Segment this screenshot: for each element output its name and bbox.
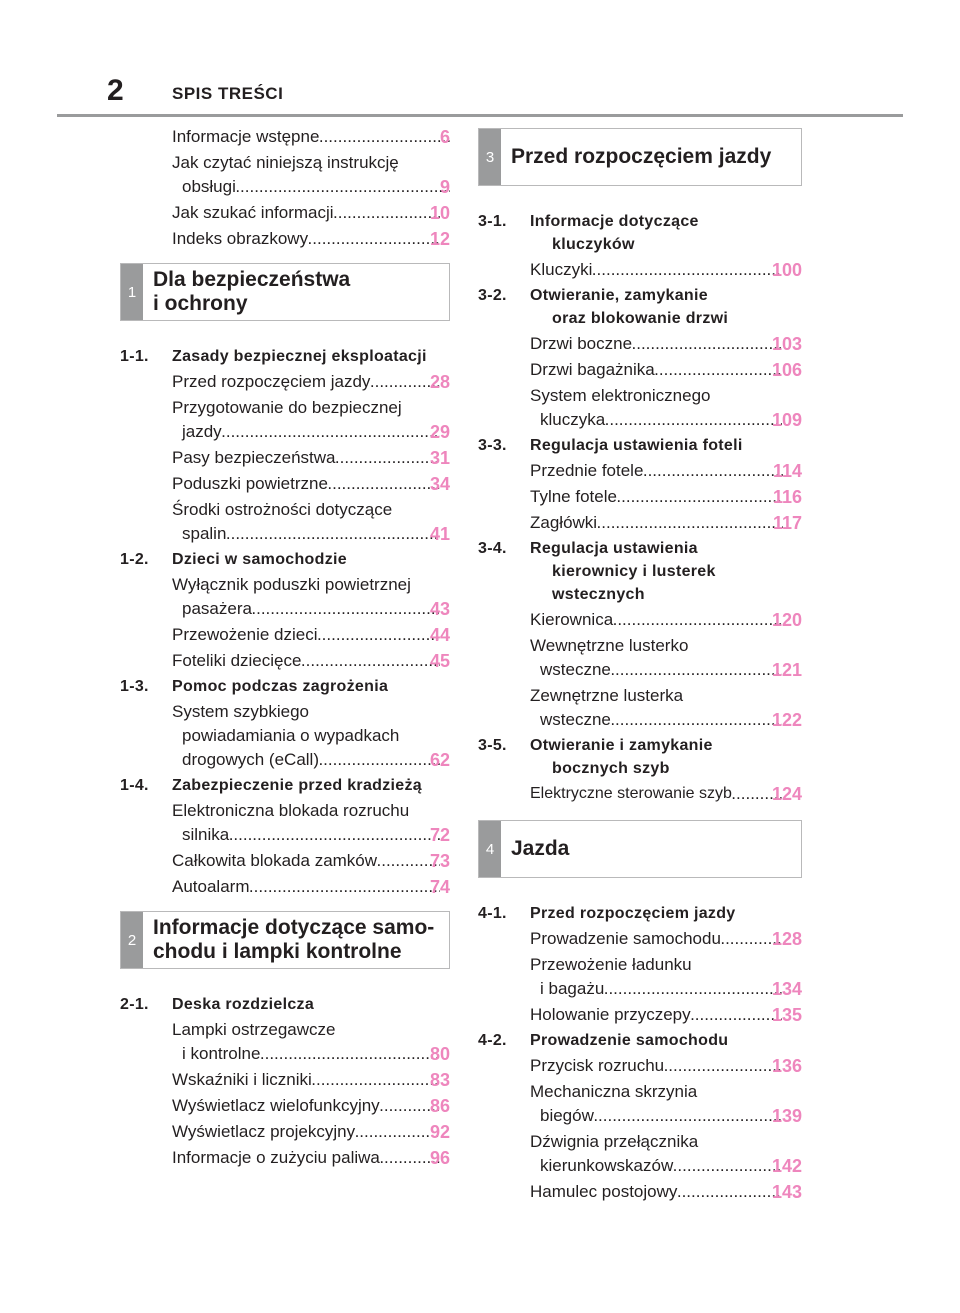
toc-entry-text: Środki ostrożności dotyczące bbox=[172, 500, 393, 519]
leader-dots bbox=[319, 125, 450, 149]
page-link[interactable]: 139 bbox=[771, 1106, 802, 1126]
toc-entry[interactable] bbox=[478, 485, 802, 509]
header-divider bbox=[57, 114, 903, 117]
toc-entry[interactable] bbox=[120, 151, 450, 199]
page-link[interactable]: 44 bbox=[429, 625, 450, 645]
toc-entry-text: Informacje wstępne bbox=[172, 127, 320, 146]
page-link[interactable]: 114 bbox=[772, 461, 802, 481]
page-link[interactable]: 122 bbox=[771, 710, 802, 730]
toc-entry-text: Przewożenie ładunku bbox=[530, 955, 692, 974]
leader-dots bbox=[252, 597, 440, 621]
page-link[interactable]: 83 bbox=[429, 1070, 450, 1090]
page-link[interactable]: 142 bbox=[771, 1156, 802, 1176]
toc-entry-text: Dźwignia przełącznika bbox=[530, 1132, 699, 1151]
page-link[interactable]: 143 bbox=[771, 1182, 802, 1202]
toc-entry-text: Wyświetlacz projekcyjny bbox=[172, 1122, 356, 1141]
toc-entry-text: biegów bbox=[540, 1106, 594, 1125]
leader-dots bbox=[655, 358, 782, 382]
toc-entry-text: Autoalarm bbox=[172, 877, 250, 896]
toc-entry-text: Przygotowanie do bezpiecznej bbox=[172, 398, 402, 417]
page-link[interactable]: 43 bbox=[429, 599, 450, 619]
section-heading[interactable]: 3-4. Regulacja ustawienia kierownicy i lusterek wstecznych bbox=[478, 540, 716, 603]
toc-entry-text: wsteczne bbox=[540, 660, 611, 679]
toc-column-left bbox=[120, 125, 450, 1172]
page-title: SPIS TREŚCI bbox=[172, 84, 284, 103]
section-heading[interactable]: 2-1. Deska rozdzielcza bbox=[120, 996, 315, 1013]
toc-entry-text: Jak szukać informacji bbox=[172, 203, 334, 222]
leader-dots bbox=[597, 511, 783, 535]
toc-entry-text: spalin bbox=[182, 524, 227, 543]
toc-entry[interactable] bbox=[478, 1054, 802, 1078]
toc-entry[interactable] bbox=[120, 649, 450, 673]
toc-entry-text: wsteczne bbox=[540, 710, 611, 729]
toc-entry[interactable] bbox=[478, 332, 802, 356]
toc-entry-text: Lampki ostrzegawcze bbox=[172, 1020, 336, 1039]
toc-entry-text: obsługi bbox=[182, 177, 236, 196]
toc-entry[interactable] bbox=[478, 608, 802, 632]
toc-entry-text: Zagłówki bbox=[530, 513, 598, 532]
page-link[interactable]: 109 bbox=[771, 410, 802, 430]
leader-dots bbox=[334, 201, 440, 225]
page-link[interactable]: 62 bbox=[429, 750, 450, 770]
page-link[interactable]: 31 bbox=[429, 448, 450, 468]
leader-dots bbox=[617, 485, 783, 509]
toc-entry-text: Indeks obrazkowy bbox=[172, 229, 309, 248]
page-link[interactable]: 12 bbox=[429, 229, 450, 249]
section-heading[interactable]: 4-1. Przed rozpoczęciem jazdy bbox=[478, 905, 736, 922]
chapter-tab: 1 bbox=[121, 264, 143, 320]
page-link[interactable]: 106 bbox=[771, 360, 802, 380]
toc-entry-text: System elektronicznego bbox=[530, 386, 711, 405]
toc-entry-text: i bagażu bbox=[540, 979, 605, 998]
toc-entry[interactable] bbox=[120, 1146, 450, 1170]
section-heading[interactable]: 1-2. Dzieci w samochodzie bbox=[120, 551, 347, 568]
toc-entry-text: Pasy bezpieczeństwa bbox=[172, 448, 336, 467]
toc-entry-text: Elektryczne sterowanie szyb bbox=[530, 785, 732, 802]
leader-dots bbox=[312, 1068, 440, 1092]
leader-dots bbox=[632, 332, 782, 356]
toc-entry-text: System szybkiego bbox=[172, 702, 309, 721]
toc-entry[interactable] bbox=[120, 623, 450, 647]
toc-entry[interactable] bbox=[120, 573, 450, 621]
toc-entry[interactable] bbox=[478, 1003, 802, 1027]
toc-entry[interactable] bbox=[478, 511, 802, 535]
leader-dots bbox=[260, 1042, 440, 1066]
section-heading[interactable]: 3-5. Otwieranie i zamykanie bocznych szyb bbox=[478, 737, 713, 777]
toc-entry-text: Przewożenie dzieci bbox=[172, 625, 318, 644]
leader-dots bbox=[604, 977, 782, 1001]
leader-dots bbox=[592, 258, 782, 282]
toc-entry-text: Wyłącznik poduszki powietrznej bbox=[172, 575, 411, 594]
toc-entry[interactable] bbox=[120, 849, 450, 873]
toc-entry-text: Kierownica bbox=[530, 610, 614, 629]
toc-entry-text: pasażera bbox=[182, 599, 252, 618]
toc-entry-text: Wskaźniki i liczniki bbox=[172, 1070, 312, 1089]
page-link[interactable]: 121 bbox=[771, 660, 802, 680]
toc-entry[interactable] bbox=[120, 446, 450, 470]
toc-entry-text: Wyświetlacz wielofunkcyjny bbox=[172, 1096, 380, 1115]
toc-entry-text: Mechaniczna skrzynia bbox=[530, 1082, 698, 1101]
page-link[interactable]: 116 bbox=[772, 487, 802, 507]
section-heading[interactable]: 3-2. Otwieranie, zamykanie oraz blokowanie drzwi bbox=[478, 287, 729, 327]
page-link[interactable]: 136 bbox=[771, 1056, 802, 1076]
page-link[interactable]: 135 bbox=[771, 1005, 802, 1025]
toc-column-right bbox=[478, 125, 802, 1206]
section-heading[interactable]: 1-1. Zasady bezpiecznej eksploatacji bbox=[120, 348, 427, 365]
page-number: 2 bbox=[107, 74, 124, 107]
toc-entry-text: drogowych (eCall) bbox=[182, 750, 319, 769]
toc-entry-text: Holowanie przyczepy bbox=[530, 1005, 691, 1024]
leader-dots bbox=[613, 608, 782, 632]
section-heading[interactable]: 1-3. Pomoc podczas zagrożenia bbox=[120, 678, 389, 695]
toc-entry-text: Zewnętrzne lusterka bbox=[530, 686, 684, 705]
toc-entry-text: Tylne fotele bbox=[530, 487, 617, 506]
toc-entry[interactable] bbox=[120, 1120, 450, 1144]
toc-entry[interactable] bbox=[478, 953, 802, 1001]
toc-entry-text: kluczyka bbox=[540, 410, 606, 429]
page-link[interactable]: 92 bbox=[429, 1122, 450, 1142]
page-link[interactable]: 80 bbox=[429, 1044, 450, 1064]
page-link[interactable]: 34 bbox=[429, 474, 450, 494]
leader-dots bbox=[605, 408, 782, 432]
leader-dots bbox=[677, 1180, 782, 1204]
toc-entry[interactable] bbox=[120, 370, 450, 394]
leader-dots bbox=[691, 1003, 782, 1027]
page-link[interactable]: 72 bbox=[429, 825, 450, 845]
chapter-2-box[interactable] bbox=[120, 911, 450, 969]
page-link[interactable]: 103 bbox=[771, 334, 802, 354]
toc-entry-text: Kluczyki bbox=[530, 260, 593, 279]
toc-entry[interactable] bbox=[478, 258, 802, 282]
leader-dots bbox=[673, 1154, 782, 1178]
toc-entry[interactable] bbox=[478, 1130, 802, 1178]
toc-entry-text: jazdy bbox=[182, 422, 222, 441]
toc-entry[interactable] bbox=[120, 201, 450, 225]
toc-entry[interactable] bbox=[478, 634, 802, 682]
leader-dots bbox=[319, 748, 440, 772]
page-link[interactable]: 41 bbox=[429, 524, 450, 544]
toc-entry[interactable] bbox=[120, 498, 450, 546]
toc-entry[interactable] bbox=[120, 1068, 450, 1092]
toc-entry-text: Poduszki powietrzne bbox=[172, 474, 328, 493]
toc-entry[interactable] bbox=[478, 1080, 802, 1128]
toc-entry[interactable] bbox=[478, 684, 802, 732]
chapter-3-box[interactable] bbox=[478, 128, 802, 186]
toc-entry-text: Przycisk rozruchu bbox=[530, 1056, 665, 1075]
page-link[interactable]: 74 bbox=[429, 877, 450, 897]
toc-entry-text: i kontrolne bbox=[182, 1044, 261, 1063]
leader-dots bbox=[226, 522, 440, 546]
toc-entry[interactable] bbox=[478, 358, 802, 382]
toc-entry[interactable] bbox=[478, 384, 802, 432]
page-link[interactable]: 28 bbox=[429, 372, 450, 392]
page-link[interactable]: 73 bbox=[429, 851, 450, 871]
leader-dots bbox=[643, 459, 783, 483]
page-link[interactable]: 134 bbox=[771, 979, 802, 999]
page-link[interactable]: 124 bbox=[771, 784, 802, 804]
toc-entry[interactable] bbox=[478, 1180, 802, 1204]
leader-dots bbox=[301, 649, 440, 673]
page-link[interactable]: 86 bbox=[429, 1096, 450, 1116]
page-link[interactable]: 128 bbox=[771, 929, 802, 949]
toc-entry-text: powiadamiania o wypadkach bbox=[182, 726, 400, 745]
toc-entry-text: Całkowita blokada zamków bbox=[172, 851, 378, 870]
leader-dots bbox=[664, 1054, 782, 1078]
page-link[interactable]: 117 bbox=[772, 513, 802, 533]
chapter-1-box[interactable] bbox=[120, 263, 450, 321]
toc-entry[interactable] bbox=[120, 472, 450, 496]
chapter-title: Dla bezpieczeństwa i ochrony bbox=[153, 268, 351, 315]
toc-entry[interactable] bbox=[478, 927, 802, 951]
leader-dots bbox=[611, 708, 782, 732]
chapter-title: Przed rozpoczęciem jazdy bbox=[511, 145, 772, 168]
chapter-title: Informacje dotyczące samo- chodu i lampki kontrolne bbox=[153, 916, 435, 963]
toc-entry[interactable] bbox=[120, 875, 450, 899]
page-link[interactable]: 96 bbox=[429, 1148, 450, 1168]
leader-dots bbox=[318, 623, 440, 647]
toc-entry-text: Hamulec postojowy bbox=[530, 1182, 678, 1201]
leader-dots bbox=[249, 875, 439, 899]
toc-entry-text: kierunkowskazów bbox=[540, 1156, 674, 1175]
leader-dots bbox=[236, 175, 450, 199]
chapter-title: Jazda bbox=[511, 837, 570, 860]
section-heading[interactable]: 4-2. Prowadzenie samochodu bbox=[478, 1032, 729, 1049]
leader-dots bbox=[594, 1104, 782, 1128]
toc-entry-text: Przed rozpoczęciem jazdy bbox=[172, 372, 371, 391]
section-heading[interactable]: 3-3. Regulacja ustawienia foteli bbox=[478, 437, 743, 454]
toc-entry[interactable] bbox=[120, 125, 450, 149]
toc-entry-text: Informacje o zużyciu paliwa bbox=[172, 1148, 380, 1167]
section-heading[interactable]: 3-1. Informacje dotyczące kluczyków bbox=[478, 213, 699, 253]
page-link[interactable]: 29 bbox=[429, 422, 450, 442]
leader-dots bbox=[308, 227, 440, 251]
toc-entry[interactable] bbox=[120, 1094, 450, 1118]
toc-entry[interactable] bbox=[478, 782, 802, 806]
toc-entry-text: Przednie fotele bbox=[530, 461, 644, 480]
toc-entry-text: Wewnętrzne lusterko bbox=[530, 636, 689, 655]
page-link[interactable]: 120 bbox=[771, 610, 802, 630]
chapter-4-box[interactable] bbox=[478, 820, 802, 878]
leader-dots bbox=[335, 446, 439, 470]
chapter-tab: 4 bbox=[479, 821, 501, 877]
page-link[interactable]: 45 bbox=[429, 651, 450, 671]
toc-entry-text: Drzwi bagażnika bbox=[530, 360, 655, 379]
toc-entry[interactable] bbox=[120, 227, 450, 251]
leader-dots bbox=[611, 658, 782, 682]
toc-entry-text: Jak czytać niniejszą instrukcję bbox=[172, 153, 399, 172]
section-heading[interactable]: 1-4. Zabezpieczenie przed kradzieżą bbox=[120, 777, 422, 794]
toc-entry-text: silnika bbox=[182, 825, 230, 844]
chapter-tab: 2 bbox=[121, 912, 143, 968]
chapter-tab: 3 bbox=[479, 129, 501, 185]
page-link[interactable]: 10 bbox=[429, 203, 450, 223]
page-link[interactable]: 100 bbox=[771, 260, 802, 280]
toc-entry[interactable] bbox=[120, 799, 450, 847]
toc-entry-text: Drzwi boczne bbox=[530, 334, 633, 353]
leader-dots bbox=[328, 472, 440, 496]
leader-dots bbox=[229, 823, 440, 847]
toc-entry[interactable] bbox=[478, 459, 802, 483]
leader-dots bbox=[355, 1120, 440, 1144]
toc-entry-text: Elektroniczna blokada rozruchu bbox=[172, 801, 410, 820]
toc-entry[interactable] bbox=[120, 700, 450, 772]
leader-dots bbox=[222, 420, 440, 444]
toc-entry[interactable] bbox=[120, 396, 450, 444]
toc-entry-text: Prowadzenie samochodu bbox=[530, 929, 721, 948]
toc-entry-text: Foteliki dziecięce bbox=[172, 651, 302, 670]
toc-entry[interactable] bbox=[120, 1018, 450, 1066]
